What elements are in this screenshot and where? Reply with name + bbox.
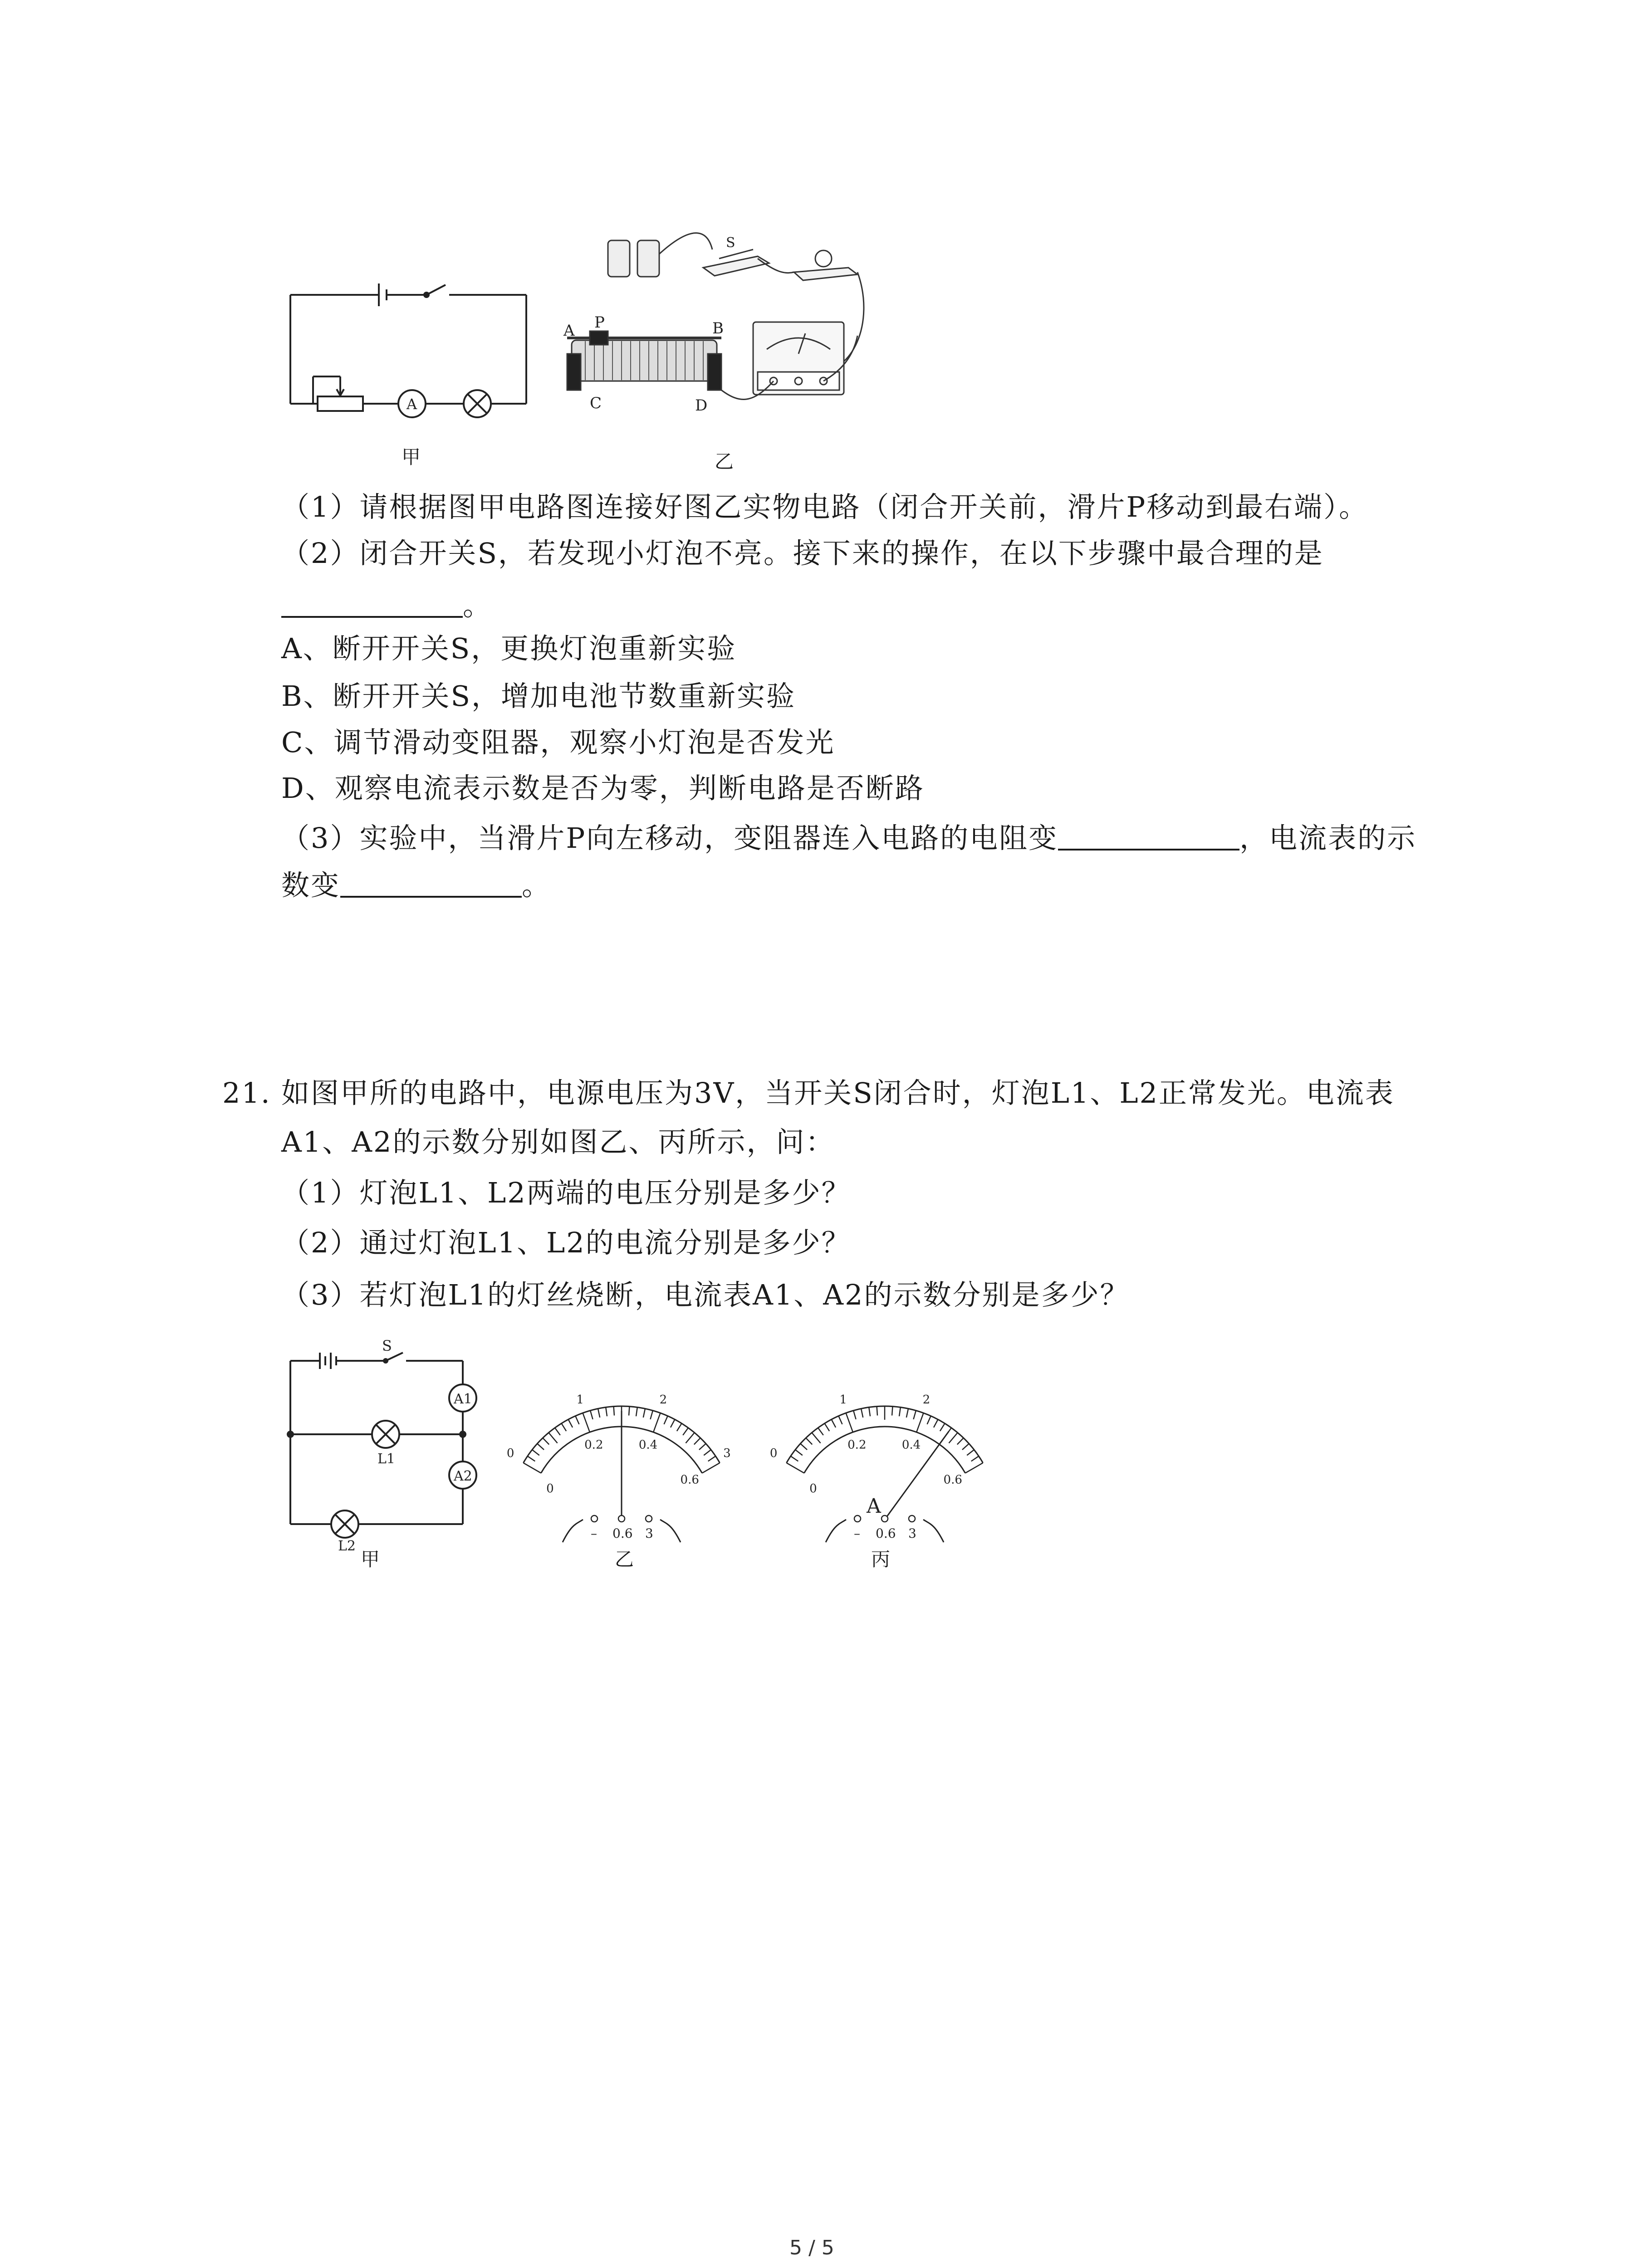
svg-text:A: A [407, 396, 417, 413]
q20-option-a: A、断开开关S，更换灯泡重新实验 [281, 632, 737, 665]
meter-bottom-tick-label: 0.2 [847, 1438, 867, 1452]
meter-zero-bottom: 0 [809, 1482, 817, 1496]
q20-sub2: （2）闭合开关S，若发现小灯泡不亮。接下来的操作，在以下步骤中最合理的是 [281, 537, 1324, 570]
q21-sub3: （3）若灯泡L1的灯丝烧断，电流表A1、A2的示数分别是多少？ [281, 1278, 1130, 1311]
meter-terminal [591, 1515, 598, 1522]
q20-apparatus-diagram [558, 222, 867, 435]
q21-stem-1: 如图甲所的电路中，电源电压为3V，当开关S闭合时，灯泡L1、L2正常发光。电流表 [281, 1076, 1395, 1110]
q20-sub3: （3）实验中，当滑片P向左移动，变阻器连入电路的电阻变 ，电流表的示 [281, 821, 1417, 855]
q20-sub2-blank[interactable] [281, 591, 463, 618]
q20-circuit-diagram [281, 272, 535, 422]
q21-fig-yi-label: 乙 [615, 1548, 634, 1570]
q20-sub2-answer-line: 。 [281, 587, 492, 624]
q21-fig-bing-label: 丙 [871, 1548, 891, 1570]
q20-sub3-blank-2[interactable] [340, 870, 522, 898]
q21-l1-label: L1 [377, 1451, 396, 1467]
apparatus-label-d: D [695, 396, 708, 415]
apparatus-label-p: P [594, 313, 605, 332]
q21-switch-label: S [382, 1337, 392, 1354]
apparatus-label-c: C [590, 394, 602, 412]
q20-option-c: C、调节滑动变阻器，观察小灯泡是否发光 [281, 726, 835, 759]
meter-terminal [646, 1515, 652, 1522]
meter-bottom-tick-label: 0.4 [901, 1438, 921, 1452]
meter-terminal-label: – [591, 1526, 597, 1541]
q20-option-d: D、观察电流表示数是否为零，判断电路是否断路 [281, 772, 925, 805]
q20-fig-yi-label: 乙 [715, 450, 734, 473]
meter-unit: A [867, 1495, 881, 1518]
apparatus-label-b: B [712, 319, 724, 337]
meter-terminal-label: – [854, 1526, 860, 1541]
meter-terminal-label: 3 [908, 1526, 916, 1541]
meter-terminal [909, 1515, 915, 1522]
q20-sub3-blank-1[interactable] [1058, 823, 1239, 850]
q20-fig-jia-label: 甲 [402, 446, 421, 468]
meter-bottom-tick-label: 0.4 [638, 1438, 658, 1452]
apparatus-label-s: S [726, 235, 735, 251]
meter-zero-top: 0 [506, 1447, 514, 1460]
meter-terminal-label: 3 [645, 1526, 653, 1541]
meter-top-tick-label: 2 [922, 1393, 931, 1407]
meter-bottom-tick-label: 0.6 [680, 1473, 699, 1487]
q21-number: 21. [222, 1076, 271, 1110]
meter-terminal [854, 1515, 861, 1522]
meter-terminal-label: 0.6 [612, 1526, 633, 1541]
q21-a1-label: A1 [454, 1391, 472, 1407]
q21-sub1: （1）灯泡L1、L2两端的电压分别是多少？ [281, 1176, 851, 1209]
q21-circuit-diagram [281, 1337, 481, 1554]
q21-l2-label: L2 [338, 1538, 356, 1554]
meter-top-tick-label: 2 [659, 1393, 667, 1407]
q21-a2-label: A2 [454, 1468, 472, 1484]
q21-fig-jia-label: 甲 [361, 1548, 380, 1570]
meter-zero-bottom: 0 [546, 1482, 554, 1496]
q20-option-b: B、断开开关S，增加电池节数重新实验 [281, 679, 796, 713]
meter-top-tick-label: 1 [576, 1393, 584, 1407]
apparatus-label-a: A [563, 322, 575, 340]
meter-zero-top: 0 [769, 1447, 778, 1460]
q20-sub1: （1）请根据图甲电路图连接好图乙实物电路（闭合开关前，滑片P移动到最右端）。 [281, 490, 1369, 523]
meter-bottom-tick-label: 0.2 [584, 1438, 603, 1452]
meter-terminal [882, 1515, 888, 1522]
meter-terminal [618, 1515, 625, 1522]
meter-bottom-tick-label: 0.6 [943, 1473, 962, 1487]
meter-top-tick-label: 3 [723, 1447, 731, 1460]
meter-terminal-label: 0.6 [876, 1526, 896, 1541]
q21-sub2: （2）通过灯泡L1、L2的电流分别是多少？ [281, 1226, 851, 1259]
q21-meter-bing [767, 1370, 1003, 1542]
q20-sub3-cont: 数变 。 [281, 869, 552, 902]
page-number: 5 / 5 [789, 2236, 834, 2259]
meter-top-tick-label: 1 [839, 1393, 847, 1407]
q21-stem-2: A1、A2的示数分别如图乙、丙所示，问： [281, 1125, 835, 1158]
q21-meter-yi [504, 1370, 740, 1542]
